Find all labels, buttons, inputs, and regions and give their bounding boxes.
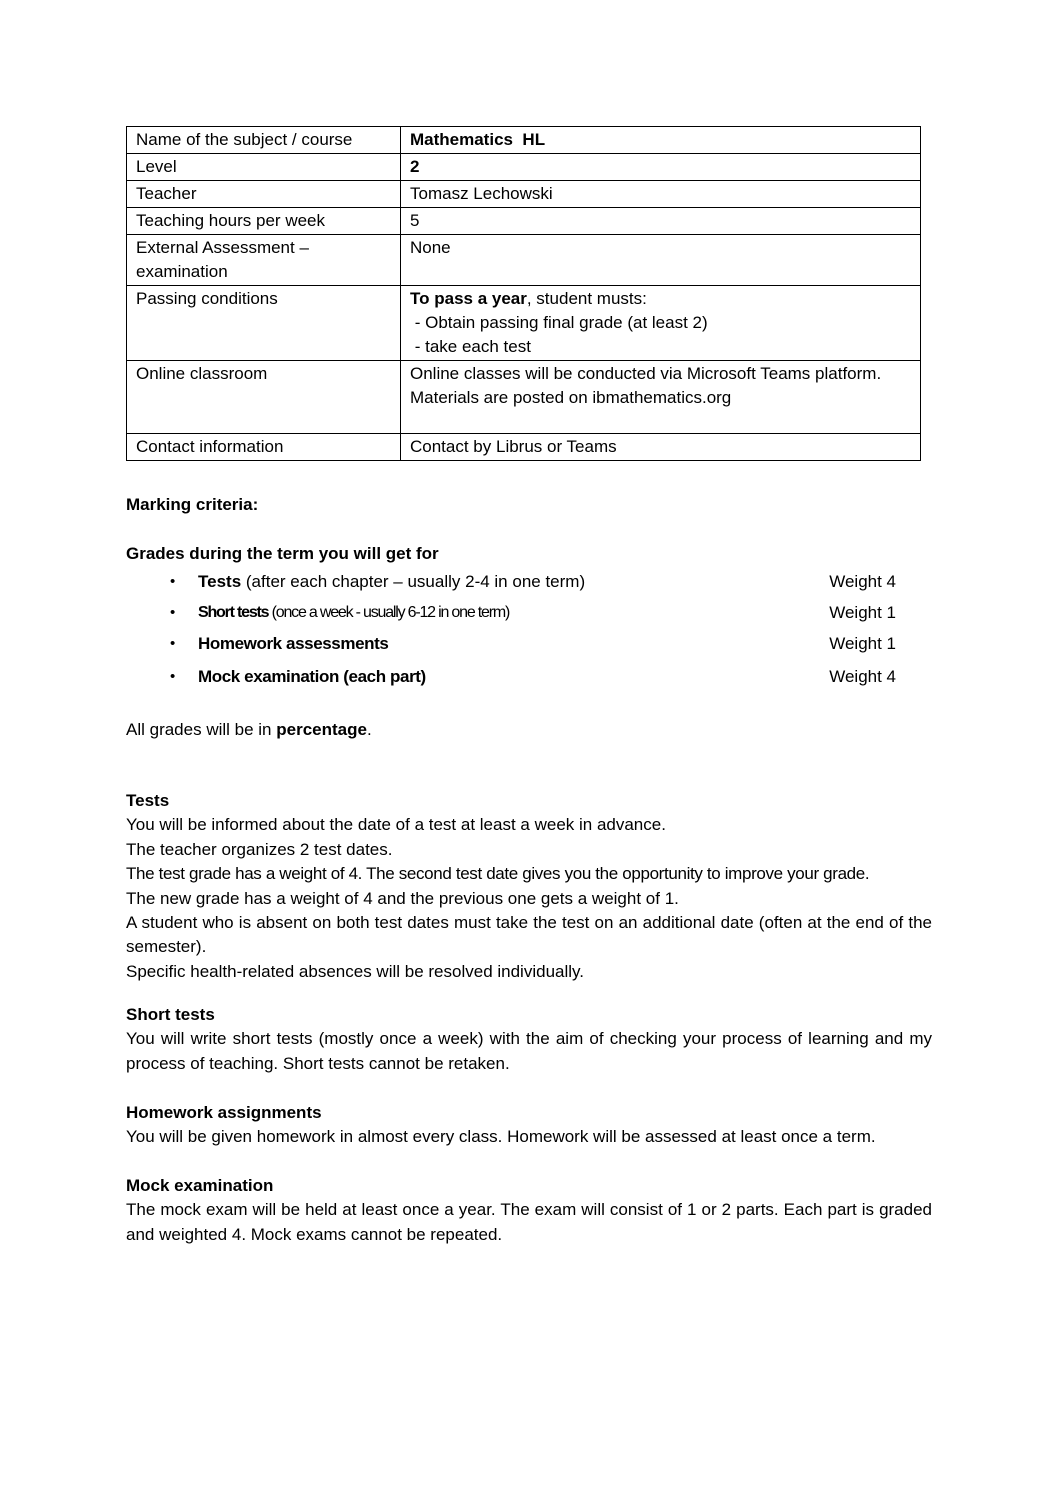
list-item <box>126 632 896 656</box>
marking-criteria-heading: Marking criteria: <box>126 495 259 514</box>
passing-condition-line <box>410 287 911 311</box>
bullet-icon: • <box>170 573 176 590</box>
grade-item-detail: (after each chapter – usually 2-4 in one term) <box>241 572 586 591</box>
list-item <box>126 665 896 689</box>
grades-heading: Grades during the term you will get for <box>126 544 439 563</box>
table-row <box>127 181 921 208</box>
row-value <box>401 286 921 361</box>
row-key: Online classroom <box>127 361 401 434</box>
passing-emphasis: To pass a year <box>410 289 527 308</box>
grade-item-text <box>198 601 509 625</box>
short-tests-section <box>126 1003 932 1076</box>
list-item <box>126 570 896 594</box>
note-text: All grades will be in <box>126 720 277 739</box>
paragraph-line: Specific health-related absences will be resolved individually. <box>126 961 584 981</box>
passing-condition-line: - take each test <box>410 337 531 356</box>
passing-condition-line: - Obtain passing final grade (at least 2) <box>410 313 708 332</box>
paragraph-line: A student who is absent on both test dates must take the test on an additional date (often at the end of the semester). <box>126 913 932 957</box>
grade-weight: Weight 1 <box>829 634 896 653</box>
grade-item-name: Short tests <box>198 604 269 621</box>
row-key-line: External Assessment – <box>136 238 309 257</box>
section-title: Mock examination <box>126 1176 274 1195</box>
row-key: Teaching hours per week <box>127 208 401 235</box>
grade-item-text <box>198 570 585 594</box>
paragraph-line: The new grade has a weight of 4 and the previous one gets a weight of 1. <box>126 888 679 908</box>
note-emphasis: percentage <box>276 720 367 739</box>
row-key: Contact information <box>127 434 401 461</box>
grade-item-name: Tests <box>198 572 242 591</box>
mock-exam-section <box>126 1174 932 1247</box>
section-title: Homework assignments <box>126 1103 322 1122</box>
row-key: Passing conditions <box>127 286 401 361</box>
tests-section <box>126 789 932 984</box>
section-paragraph: The mock exam will be held at least once a year. The exam will consist of 1 or 2 parts. Each part is graded and weighted 4. Mock exams cannot be repeated. <box>126 1200 932 1244</box>
list-item <box>126 601 896 625</box>
grade-weight: Weight 1 <box>829 603 896 622</box>
section-paragraph: You will be given homework in almost every class. Homework will be assessed at least once a term. <box>126 1127 876 1147</box>
row-value: None <box>401 235 921 286</box>
percentage-note <box>126 718 932 742</box>
homework-section <box>126 1101 932 1150</box>
paragraph-line: The teacher organizes 2 test dates. <box>126 839 393 859</box>
grade-item-detail: (once a week - usually 6-12 in one term) <box>268 604 510 621</box>
grade-item-name: Homework assessments <box>198 634 389 653</box>
bullet-icon: • <box>170 635 176 652</box>
row-key: Name of the subject / course <box>127 127 401 154</box>
row-value: Mathematics HL <box>401 127 921 154</box>
online-line: Online classes will be conducted via Microsoft Teams platform. <box>410 364 882 383</box>
course-info-table <box>126 126 921 461</box>
grade-item-name: Mock examination (each part) <box>198 667 426 686</box>
table-row <box>127 154 921 181</box>
row-key-line: examination <box>136 262 228 281</box>
section-title: Short tests <box>126 1005 215 1024</box>
row-value: Tomasz Lechowski <box>401 181 921 208</box>
section-title: Tests <box>126 791 170 810</box>
grade-item-text <box>198 632 388 656</box>
row-value: 2 <box>401 154 921 181</box>
row-key: Teacher <box>127 181 401 208</box>
bullet-icon: • <box>170 604 176 621</box>
row-key: Level <box>127 154 401 181</box>
table-row <box>127 208 921 235</box>
grade-weight: Weight 4 <box>829 572 896 591</box>
grade-weight: Weight 4 <box>829 667 896 686</box>
bullet-icon: • <box>170 668 176 685</box>
grade-item-text <box>198 665 426 689</box>
table-row <box>127 235 921 286</box>
note-text: . <box>366 720 372 739</box>
section-paragraph: You will write short tests (mostly once a week) with the aim of checking your process of learning and my process of teaching. Short tests cannot be retaken. <box>126 1029 932 1073</box>
table-row <box>127 286 921 361</box>
paragraph-line: The test grade has a weight of 4. The second test date gives you the opportunity to improve your grade. <box>126 864 870 884</box>
row-key <box>127 235 401 286</box>
table-row <box>127 361 921 434</box>
row-value: 5 <box>401 208 921 235</box>
table-row <box>127 127 921 154</box>
passing-rest: , student musts: <box>526 289 647 308</box>
table-row <box>127 434 921 461</box>
row-value: Contact by Librus or Teams <box>401 434 921 461</box>
paragraph-line: You will be informed about the date of a test at least a week in advance. <box>126 815 666 835</box>
row-value <box>401 361 921 434</box>
online-line: Materials are posted on ibmathematics.org <box>410 388 732 407</box>
